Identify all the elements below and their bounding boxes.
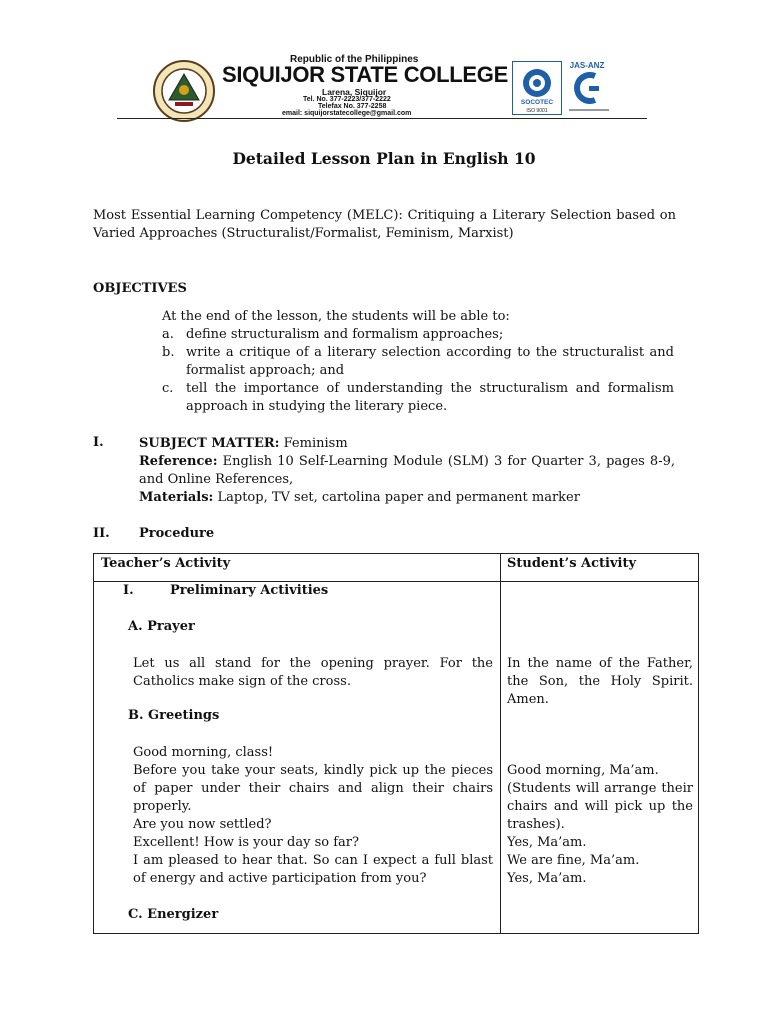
melc-statement: Most Essential Learning Competency (MELC): Critiquing a Literary Selection based on Varied Approaches (Structuralist/Formalist, Feminism, Marxist) <box>93 208 676 241</box>
objective-item <box>162 326 674 344</box>
objectives-intro: At the end of the lesson, the students will be able to: <box>162 309 510 324</box>
objective-item <box>162 344 674 380</box>
subject-matter-block <box>139 435 675 507</box>
subject-matter-value: Feminism <box>283 436 348 451</box>
objective-marker: b. <box>162 345 175 360</box>
student-line: Good morning, Ma’am. <box>507 763 659 778</box>
objective-text: tell the importance of understanding the structuralism and formalism approach in studying the literary piece. <box>186 381 674 414</box>
objectives-list <box>162 326 674 416</box>
table-column-divider <box>500 554 501 933</box>
procedure-number: II. <box>93 526 110 541</box>
section-title: Preliminary Activities <box>170 583 329 598</box>
teacher-line: I am pleased to hear that. So can I expect a full blast of energy and active participation from you? <box>133 853 493 886</box>
objective-item <box>162 380 674 416</box>
objective-text: define structuralism and formalism approaches; <box>186 327 504 342</box>
objective-text: write a critique of a literary selection according to the structuralist and formalist approach; and <box>186 345 674 378</box>
student-line: Yes, Ma’am. <box>507 871 587 886</box>
table-header-divider <box>94 581 698 582</box>
iso-standard-text: ISO 9001 <box>526 108 548 114</box>
teacher-activity-header: Teacher’s Activity <box>101 556 231 571</box>
greetings-heading: B. Greetings <box>128 708 220 723</box>
greetings-student-text <box>507 762 693 888</box>
reference-line <box>139 453 675 489</box>
teacher-line: Excellent! How is your day so far? <box>133 835 359 850</box>
teacher-line: Are you now settled? <box>133 817 272 832</box>
activity-table <box>93 553 699 934</box>
college-seal-logo <box>153 60 215 122</box>
reference-label: Reference: <box>139 454 218 469</box>
jas-anz-brand-text: JAS-ANZ <box>569 61 605 70</box>
energizer-heading: C. Energizer <box>128 907 219 922</box>
prayer-student-text: In the name of the Father, the Son, the Holy Spirit. Amen. <box>507 656 693 707</box>
section-number: I. <box>123 583 134 598</box>
document-title: Detailed Lesson Plan in English 10 <box>232 149 536 168</box>
subject-matter-line <box>139 435 675 453</box>
objective-marker: a. <box>162 327 174 342</box>
republic-line: Republic of the Philippines <box>290 54 419 65</box>
objective-marker: c. <box>162 381 174 396</box>
procedure-heading: Procedure <box>139 526 215 541</box>
materials-line <box>139 489 675 507</box>
college-name: SIQUIJOR STATE COLLEGE <box>222 62 508 87</box>
college-location: Larena, Siquijor <box>322 87 387 97</box>
prayer-teacher-text: Let us all stand for the opening prayer. For the Catholics make sign of the cross. <box>133 656 493 689</box>
student-line: (Students will arrange their chairs and will pick up the trashes). <box>507 781 693 832</box>
subject-matter-number: I. <box>93 435 104 450</box>
college-tel: Tel. No. 377-2223/377-2222 <box>303 96 391 103</box>
materials-value: Laptop, TV set, cartolina paper and permanent marker <box>217 490 580 505</box>
prayer-heading: A. Prayer <box>128 619 195 634</box>
greetings-teacher-text <box>133 744 493 888</box>
student-activity-header: Student’s Activity <box>507 556 637 571</box>
socotec-certification-logo <box>512 61 562 115</box>
header-divider <box>117 118 647 119</box>
socotec-brand-text: SOCOTEC <box>520 99 554 106</box>
materials-label: Materials: <box>139 490 214 505</box>
objectives-heading: OBJECTIVES <box>93 281 187 296</box>
jas-anz-certification-logo <box>565 60 613 116</box>
teacher-line: Good morning, class! <box>133 745 274 760</box>
student-line: We are fine, Ma’am. <box>507 853 640 868</box>
student-line: Yes, Ma’am. <box>507 835 587 850</box>
teacher-line: Before you take your seats, kindly pick up the pieces of paper under their chairs and align their chairs properly. <box>133 763 493 814</box>
reference-value: English 10 Self-Learning Module (SLM) 3 for Quarter 3, pages 8-9, and Online References, <box>139 454 676 487</box>
college-telefax: Telefax No. 377-2258 <box>318 103 387 110</box>
college-email: email: siquijorstatecollege@gmail.com <box>282 110 412 117</box>
subject-matter-label: SUBJECT MATTER: <box>139 436 280 451</box>
